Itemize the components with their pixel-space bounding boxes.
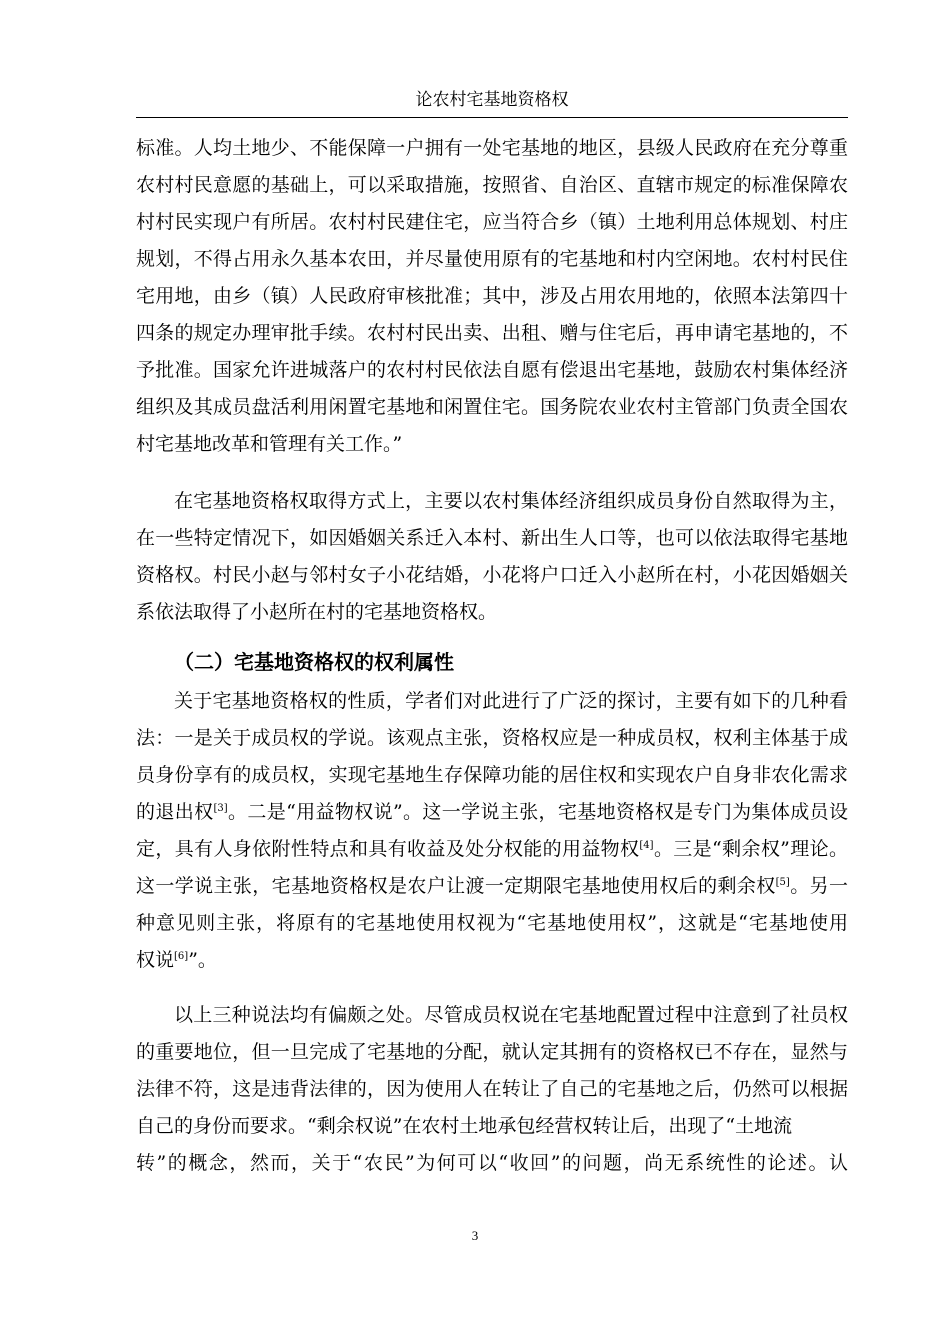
text-line: 规划，不得占用永久基本农田，并尽量使用原有的宅基地和村内空闲地。农村村民住 bbox=[136, 248, 848, 270]
text-line bbox=[136, 870, 848, 902]
text-line: 法：一是关于成员权的学说。该观点主张，资格权应是一种成员权，权利主体基于成 bbox=[136, 727, 848, 749]
text-run: 。另一 bbox=[789, 875, 848, 897]
text-run: 这一学说主张，宅基地资格权是农户让渡一定期限宅基地使用权后的剩余权 bbox=[136, 875, 776, 897]
text-line: 在一些特定情况下，如因婚姻关系迁入本村、新出生人口等，也可以依法取得宅基地 bbox=[136, 527, 848, 549]
text-run: 定，具有人身依附性特点和具有收益及处分权能的用益物权 bbox=[136, 838, 640, 860]
text-line: 种意见则主张，将原有的宅基地使用权视为“宅基地使用权”，这就是“宅基地使用 bbox=[136, 912, 848, 934]
text-line bbox=[136, 833, 848, 865]
section-heading: （二）宅基地资格权的权利属性 bbox=[174, 650, 454, 674]
running-header-title: 论农村宅基地资格权 bbox=[415, 90, 569, 110]
text-line: 法律不符，这是违背法律的，因为使用人在转让了自己的宅基地之后，仍然可以根据 bbox=[136, 1078, 848, 1100]
text-run: 的退出权 bbox=[136, 801, 214, 823]
text-line: 宅用地，由乡（镇）人民政府审核批准；其中，涉及占用农用地的，依照本法第四十 bbox=[136, 285, 848, 307]
text-line: 四条的规定办理审批手续。农村村民出卖、出租、赠与住宅后，再申请宅基地的，不 bbox=[136, 322, 848, 344]
text-line: 标准。人均土地少、不能保障一户拥有一处宅基地的地区，县级人民政府在充分尊重 bbox=[136, 137, 848, 159]
text-line: 予批准。国家允许进城落户的农村村民依法自愿有偿退出宅基地，鼓励农村集体经济 bbox=[136, 359, 848, 381]
text-line: 以上三种说法均有偏颇之处。尽管成员权说在宅基地配置过程中注意到了社员权 bbox=[174, 1004, 848, 1026]
citation-ref: [5] bbox=[775, 877, 790, 888]
text-run: 权说 bbox=[136, 949, 175, 971]
text-line: 员身份享有的成员权，实现宅基地生存保障功能的居住权和实现农户自身非农化需求 bbox=[136, 764, 848, 786]
text-line: 的重要地位，但一旦完成了宅基地的分配，就认定其拥有的资格权已不存在，显然与 bbox=[136, 1041, 848, 1063]
text-line: 资格权。村民小赵与邻村女子小花结婚，小花将户口迁入小赵所在村，小花因婚姻关 bbox=[136, 564, 848, 586]
citation-ref: [3] bbox=[213, 803, 228, 814]
text-run: ”。 bbox=[188, 949, 217, 971]
text-line: 在宅基地资格权取得方式上，主要以农村集体经济组织成员身份自然取得为主， bbox=[174, 490, 848, 512]
text-line: 自己的身份而要求。“剩余权说”在农村土地承包经营权转让后，出现了“土地流 bbox=[136, 1115, 793, 1137]
text-line: 村村民实现户有所居。农村村民建住宅，应当符合乡（镇）土地利用总体规划、村庄 bbox=[136, 211, 848, 233]
text-line: 关于宅基地资格权的性质，学者们对此进行了广泛的探讨，主要有如下的几种看 bbox=[174, 690, 848, 712]
text-line: 村宅基地改革和管理有关工作。” bbox=[136, 433, 403, 455]
citation-ref: [4] bbox=[639, 840, 654, 851]
text-line: 组织及其成员盘活利用闲置宅基地和闲置住宅。国务院农业农村主管部门负责全国农 bbox=[136, 396, 848, 418]
text-line bbox=[136, 944, 217, 976]
text-line: 转”的概念，然而，关于“农民”为何可以“收回”的问题，尚无系统性的论述。认 bbox=[136, 1152, 848, 1174]
text-line bbox=[136, 796, 848, 828]
page-number: 3 bbox=[471, 1228, 479, 1243]
text-line: 系依法取得了小赵所在村的宅基地资格权。 bbox=[136, 601, 498, 623]
citation-ref: [6] bbox=[174, 951, 189, 962]
header-rule bbox=[136, 117, 848, 118]
text-run: 。三是“剩余权”理论。 bbox=[653, 838, 848, 860]
text-run: 。二是“用益物权说”。这一学说主张，宅基地资格权是专门为集体成员设 bbox=[227, 801, 848, 823]
text-line: 农村村民意愿的基础上，可以采取措施，按照省、自治区、直辖市规定的标准保障农 bbox=[136, 174, 848, 196]
